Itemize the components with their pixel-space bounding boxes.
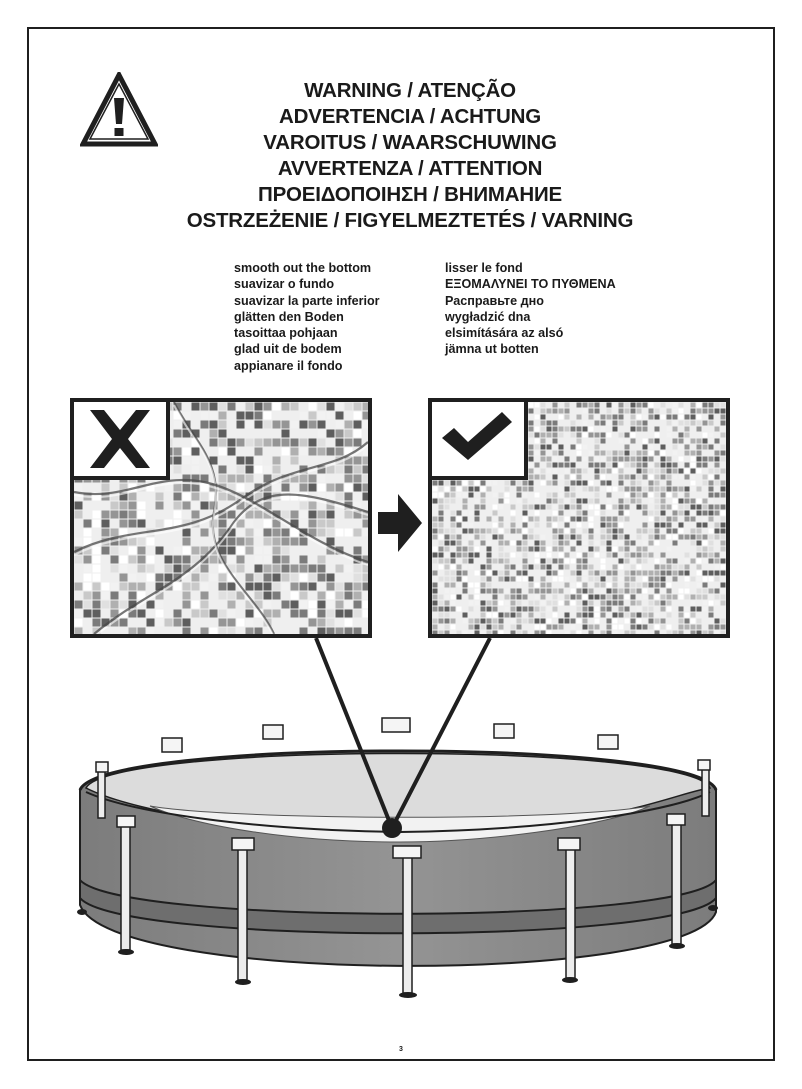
instruction-text: Расправьте дно <box>445 293 544 308</box>
heading-line: AVVERTENZA / ATTENTION <box>277 157 543 180</box>
correct-badge <box>432 402 528 480</box>
right-arrow-icon <box>376 490 424 556</box>
cross-icon <box>74 402 166 476</box>
heading-line: ΠΡΟΕΙΔΟΠΟΙΗΣΗ / ВНИМАНИЕ <box>257 183 562 206</box>
instruction-text: glad uit de bodem <box>234 342 342 357</box>
instruction-text: elsimítására az alsó <box>445 326 564 341</box>
instruction-text: jämna ut botten <box>445 342 539 357</box>
instruction-text: appianare il fondo <box>234 358 343 373</box>
wrinkled-liner-photo <box>70 398 372 638</box>
instruction-text: suavizar la parte inferior <box>234 293 380 308</box>
instruction-text: lisser le fond <box>445 261 523 275</box>
heading-line: WARNING / ATENÇÃO <box>304 79 516 102</box>
instruction-text: suavizar o fundo <box>234 277 335 292</box>
instruction-text: wygładzić dna <box>445 309 531 324</box>
checkmark-icon <box>432 402 524 476</box>
smooth-liner-photo <box>428 398 730 638</box>
page-number: 3 <box>399 1046 403 1053</box>
instruction-text: tasoittaa pohjaan <box>234 326 338 341</box>
callout-dot <box>382 818 402 838</box>
incorrect-badge <box>74 402 170 480</box>
heading-line: VAROITUS / WAARSCHUWING <box>263 131 557 154</box>
heading-line: ADVERTENCIA / ACHTUNG <box>279 105 541 128</box>
heading-line: OSTRZEŻENIE / FIGYELMEZTETÉS / VARNING <box>186 209 634 232</box>
instruction-text: ΕΞΟΜΑΛΥΝΕΙ ΤΟ ΠΥΘΜΕΝΑ <box>445 277 616 292</box>
instruction-text: smooth out the bottom <box>234 261 372 275</box>
instruction-text: glätten den Boden <box>234 309 344 324</box>
